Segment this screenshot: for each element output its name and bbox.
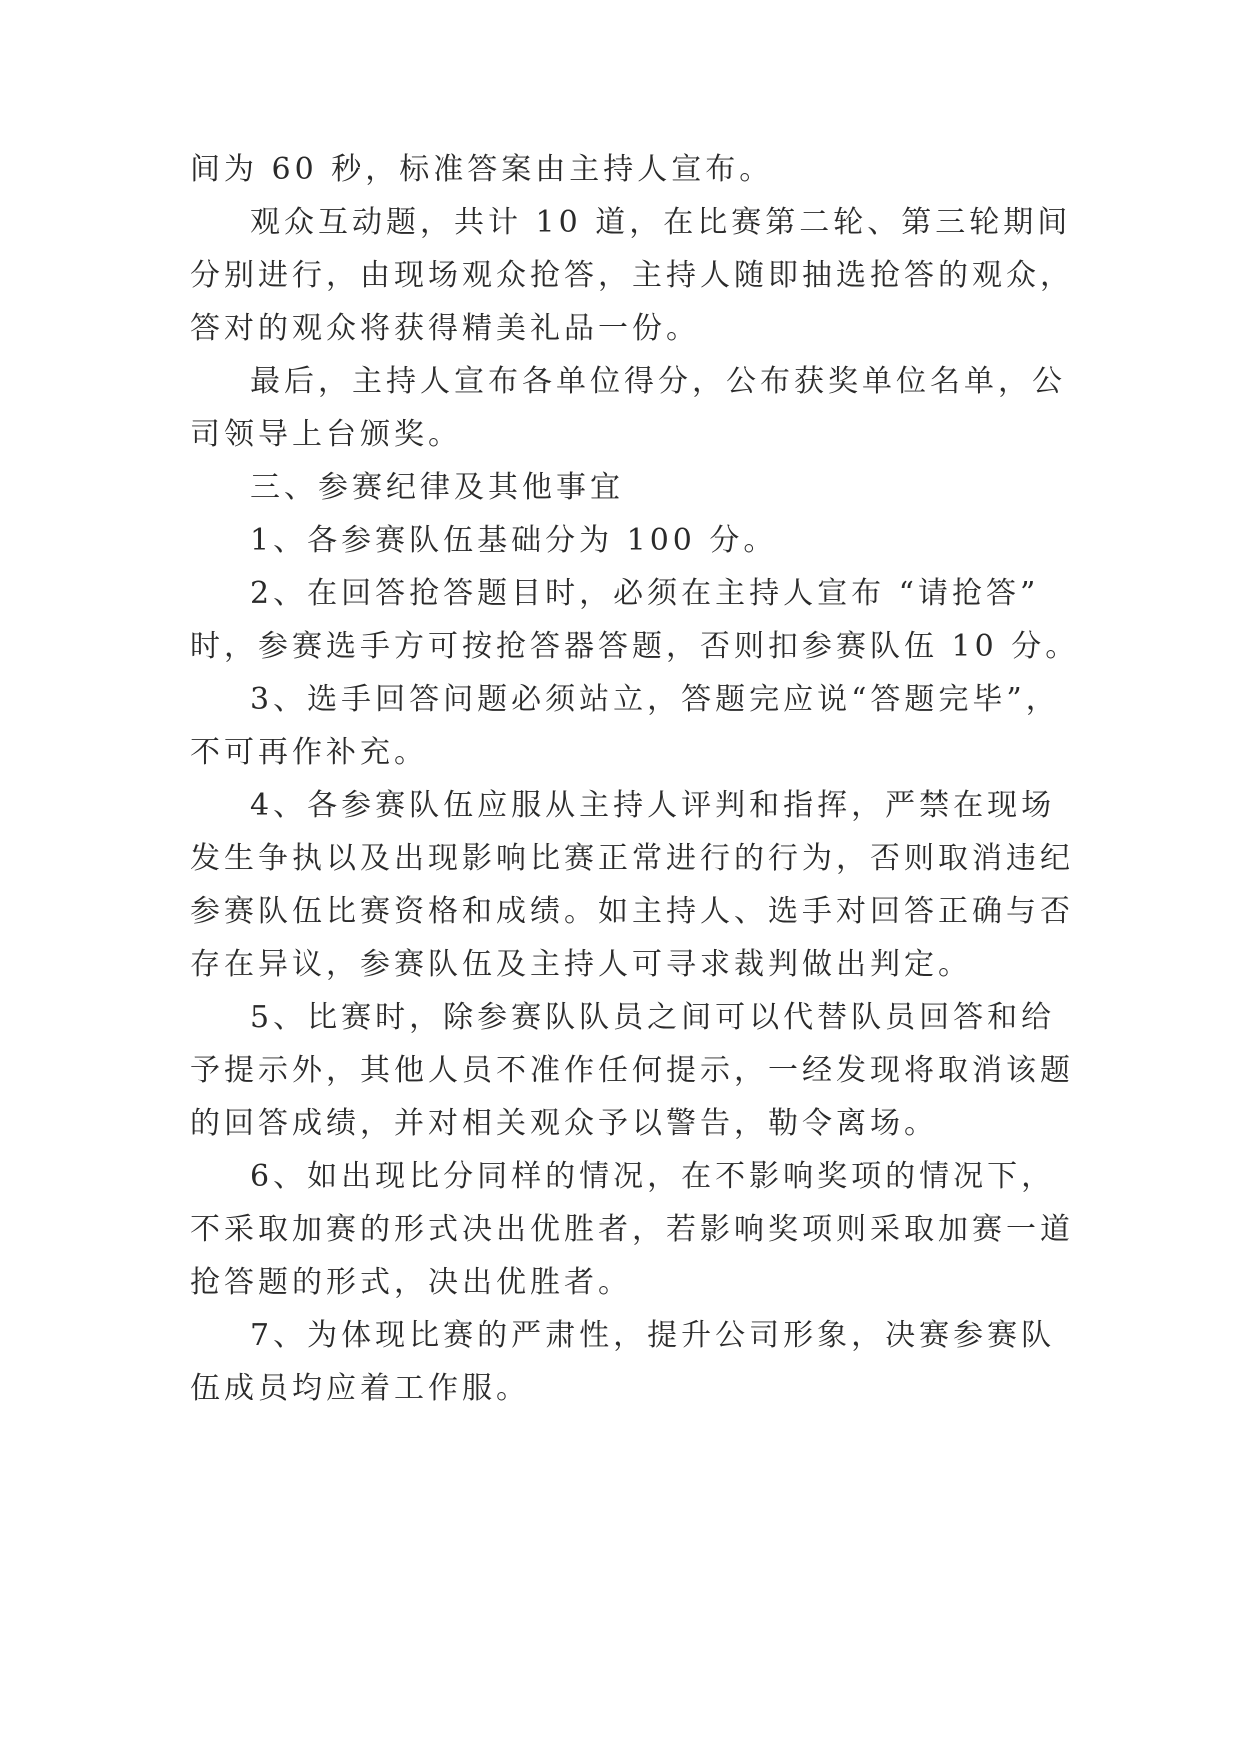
paragraph-start-line: 最后，主持人宣布各单位得分，公布获奖单位名单，公	[250, 364, 1066, 399]
text-line: 分别进行，由现场观众抢答，主持人随即抽选抢答的观众，	[190, 258, 1074, 293]
text-line: 予提示外，其他人员不准作任何提示，一经发现将取消该题	[190, 1053, 1074, 1088]
text-line: 间为 60 秒，标准答案由主持人宣布。	[190, 152, 774, 187]
rule-item-3: 3、选手回答问题必须站立，答题完应说“答题完毕”，	[250, 682, 1060, 717]
paragraph-start-line: 观众互动题，共计 10 道，在比赛第二轮、第三轮期间	[250, 205, 1072, 240]
text-line: 抢答题的形式，决出优胜者。	[190, 1265, 632, 1300]
text-line: 参赛队伍比赛资格和成绩。如主持人、选手对回答正确与否	[190, 894, 1074, 929]
rule-item-7: 7、为体现比赛的严肃性，提升公司形象，决赛参赛队	[250, 1318, 1056, 1353]
text-line: 发生争执以及出现影响比赛正常进行的行为，否则取消违纪	[190, 841, 1074, 876]
text-line: 司领导上台颁奖。	[190, 417, 462, 452]
rule-item-1: 1、各参赛队伍基础分为 100 分。	[250, 523, 778, 558]
text-line: 答对的观众将获得精美礼品一份。	[190, 311, 700, 346]
section-heading: 三、参赛纪律及其他事宜	[250, 470, 624, 505]
rule-item-2: 2、在回答抢答题目时，必须在主持人宣布 “请抢答”	[250, 576, 1040, 611]
text-line: 时，参赛选手方可按抢答器答题，否则扣参赛队伍 10 分。	[190, 629, 1080, 664]
text-line: 不可再作补充。	[190, 735, 428, 770]
rule-item-6: 6、如出现比分同样的情况，在不影响奖项的情况下，	[250, 1159, 1056, 1194]
rule-item-4: 4、各参赛队伍应服从主持人评判和指挥，严禁在现场	[250, 788, 1056, 823]
text-line: 不采取加赛的形式决出优胜者，若影响奖项则采取加赛一道	[190, 1212, 1074, 1247]
text-line: 伍成员均应着工作服。	[190, 1371, 530, 1406]
text-line: 存在异议，参赛队伍及主持人可寻求裁判做出判定。	[190, 947, 972, 982]
text-line: 的回答成绩，并对相关观众予以警告，勒令离场。	[190, 1106, 938, 1141]
rule-item-5: 5、比赛时，除参赛队队员之间可以代替队员回答和给	[250, 1000, 1056, 1035]
